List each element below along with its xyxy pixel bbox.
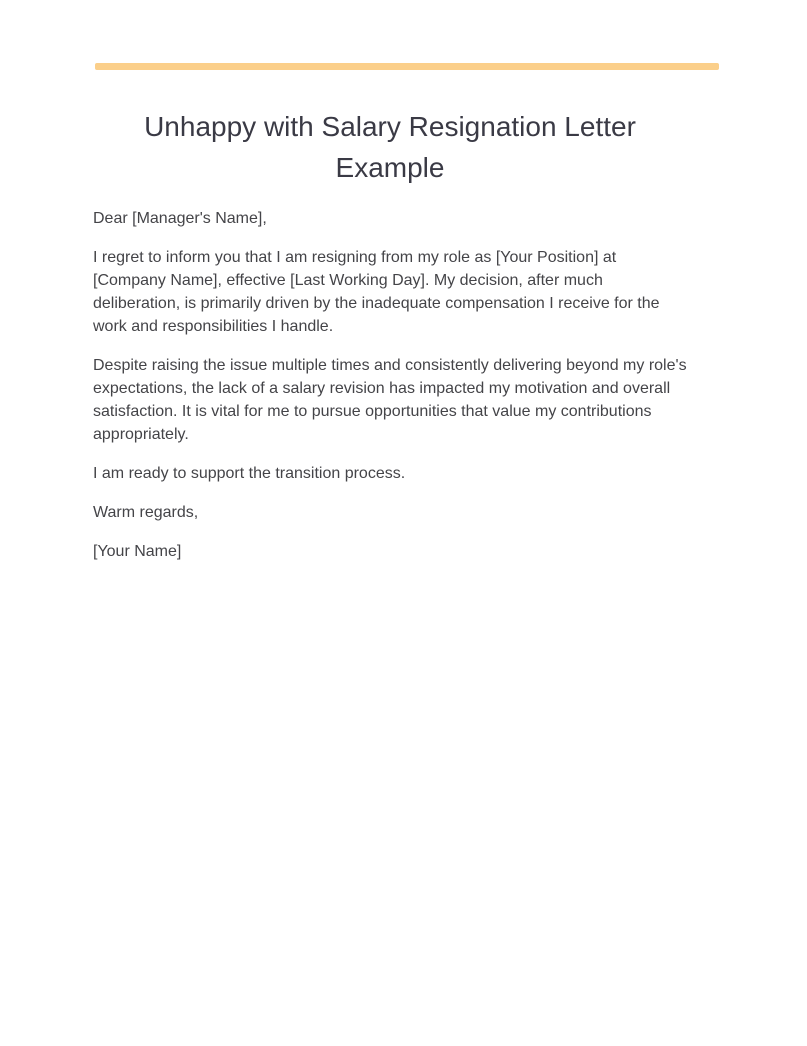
document-title: Unhappy with Salary Resignation Letter Example: [144, 111, 636, 183]
closing: Warm regards,: [93, 504, 199, 521]
paragraph-2: Despite raising the issue multiple times and consistently delivering beyond my role's expectations, the lack of a salary revision has impacted my motivation and overall satisfaction. It is vital for me to pursue opportunities that value my contributions appropriately.: [93, 357, 687, 443]
paragraph-3: I am ready to support the transition process.: [93, 465, 406, 482]
accent-bar: [95, 63, 719, 70]
paragraph-1: I regret to inform you that I am resigning from my role as [Your Position] at [Company Name], effective [Last Working Day]. My decision, after much deliberation, is primarily driven by the inadequate compensation I receive for the work and responsibilities I handle.: [93, 249, 660, 335]
salutation: Dear [Manager's Name],: [93, 210, 267, 227]
letter-body: [93, 207, 693, 579]
signature: [Your Name]: [93, 543, 182, 560]
